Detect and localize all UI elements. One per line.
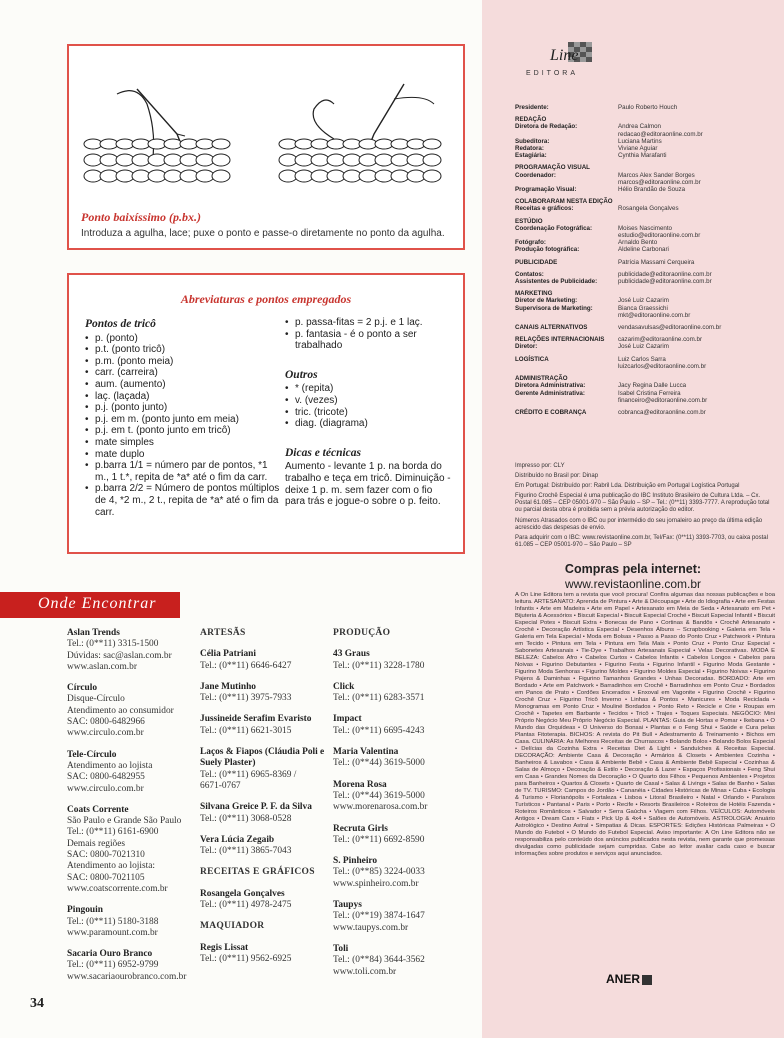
print-info-paragraph: Em Portugal: Distribuído por: Rabril Lda. Distribuição em Portugal Logística Portugal: [515, 483, 740, 490]
store-entry: [333, 747, 463, 770]
staff-role: Gerente Administrativa:: [515, 389, 585, 397]
staff-role: Produção fotográfica:: [515, 246, 580, 254]
trico-item: • mate duplo: [85, 449, 281, 461]
store-detail: Tel.: (0**11) 4978-2475: [200, 900, 292, 911]
staff-value[interactable]: financeiro@editoraonline.com.br: [618, 396, 708, 404]
staff-value: Jacy Regina Dalle Lucca: [618, 382, 687, 390]
store-detail: Tel.: (0**19) 3874-1647: [333, 911, 425, 922]
store-entry: [67, 750, 192, 795]
store-entry: [333, 856, 463, 890]
store-detail[interactable]: www.toli.com.br: [333, 966, 397, 977]
store-detail: Demais regiões: [67, 838, 126, 849]
trico-item: • p.j. em t. (ponto junto em tricô): [85, 425, 281, 437]
trico-item: • p. (ponto): [85, 333, 281, 345]
staff-value[interactable]: marcos@editoraonline.com.br: [618, 178, 701, 186]
compras-section: [482, 562, 784, 591]
staff-row: [515, 104, 775, 111]
store-name: Impact: [333, 714, 362, 725]
staff-role: Diretora Administrativa:: [515, 382, 586, 390]
staff-role: Presidente:: [515, 104, 549, 111]
staff-list: [515, 104, 775, 421]
staff-group: [515, 290, 775, 319]
store-name: Toli: [333, 943, 349, 954]
store-detail: Tel.: (0**11) 6161-6900: [67, 827, 159, 838]
staff-row: [515, 278, 775, 285]
staff-role: Diretora de Redação:: [515, 123, 578, 131]
staff-row: [515, 343, 775, 350]
trico-item: • aum. (aumento): [85, 379, 281, 391]
staff-value: [618, 198, 775, 205]
abbreviations-box: [67, 273, 465, 554]
outros-item: • * (repita): [285, 383, 461, 395]
store-name: S. Pinheiro: [333, 856, 378, 867]
staff-value: Isabel Cristina Ferreira: [618, 389, 681, 397]
store-detail[interactable]: www.taupys.com.br: [333, 922, 409, 933]
store-name: Rosangela Gonçalves: [200, 888, 285, 899]
store-detail[interactable]: www.sacariaourobranco.com.br: [67, 971, 187, 982]
store-entry: [200, 835, 325, 858]
staff-value[interactable]: mkt@editoraonline.com.br: [618, 311, 691, 319]
stitch-title: Ponto baixíssimo (p.bx.): [81, 210, 202, 224]
trico-item: • p.barra 1/1 = número par de pontos, *1 m., 1 t.*, repita de *a* até o fim da carr.: [85, 460, 281, 483]
store-detail: 6671-0767: [200, 780, 241, 791]
staff-role: MARKETING: [515, 290, 553, 298]
logo-mark-icon: [548, 40, 594, 70]
print-info-paragraph: Figurino Crochê Especial é uma publicação do IBC Instituto Brasileiro de Cultura Ltda. – Cx. Postal 61.085 – CEP 05001-970 – São Paulo – SP – Tel.: (0**11) 3393-7777. A reprodução total ou parcial desta obra é proibida sem a prévia autorização do editor.: [515, 493, 770, 514]
outros-list: [285, 383, 461, 429]
staff-row: [515, 271, 775, 278]
staff-value: Aldeline Carbonari: [618, 246, 669, 254]
section-heading: ARTESÃS: [200, 628, 246, 638]
store-detail: Tel.: (0**11) 3315-1500: [67, 639, 159, 650]
compras-url[interactable]: www.revistaonline.com.br: [564, 577, 702, 591]
staff-row: [515, 145, 775, 152]
staff-value: Rosangela Gonçalves: [618, 205, 679, 213]
print-info-paragraph: Distribuído no Brasil por: Dinap: [515, 473, 599, 480]
store-name: Taupys: [333, 900, 362, 911]
staff-row: [515, 179, 775, 186]
store-name: Morena Rosa: [333, 779, 387, 790]
page-number: 34: [30, 996, 44, 1011]
staff-role: CANAIS ALTERNATIVOS: [515, 324, 588, 332]
staff-row: [515, 305, 775, 312]
store-entry: [67, 949, 192, 983]
staff-value: José Luiz Cazarim: [618, 343, 669, 351]
store-name: Maria Valentina: [333, 747, 399, 758]
staff-role: Contatos:: [515, 270, 544, 278]
store-name: Vera Lúcia Zegaib: [200, 834, 275, 845]
staff-role: COLABORARAM NESTA EDIÇÃO: [515, 198, 613, 206]
store-detail: Disque-Círculo: [67, 694, 125, 705]
staff-row: [515, 218, 775, 225]
staff-row: [515, 205, 775, 212]
staff-role: Coordenador:: [515, 171, 556, 179]
staff-value: [618, 290, 775, 297]
store-entry: [333, 780, 463, 814]
staff-value: Hélio Brandão de Souza: [618, 186, 686, 194]
store-detail: Tel.: (0**11) 6621-3015: [200, 725, 292, 736]
crochet-needle-illustration-left: [77, 64, 247, 204]
staff-row: [515, 225, 775, 232]
store-entry: [333, 714, 463, 737]
staff-row: [515, 239, 775, 246]
online-editora-logo: [522, 40, 612, 80]
staff-value[interactable]: luizcarlos@editoraonline.com.br: [618, 362, 707, 370]
staff-value[interactable]: cazarim@editoraonline.com.br: [618, 336, 703, 344]
staff-value: José Luiz Cazarim: [618, 297, 669, 305]
staff-group: [515, 116, 775, 159]
staff-role: Subeditora:: [515, 137, 550, 145]
store-name: 43 Graus: [333, 649, 370, 660]
staff-row: [515, 390, 775, 397]
store-detail: Tel.: (0**85) 3224-0033: [333, 867, 425, 878]
staff-row: [515, 363, 775, 370]
store-entry: [200, 802, 325, 825]
store-entry: [200, 682, 325, 705]
staff-value: [618, 375, 775, 382]
section-heading: MAQUIADOR: [200, 921, 265, 932]
compras-title: Compras pela internet:: [564, 562, 702, 576]
staff-role: PROGRAMAÇÃO VISUAL: [515, 164, 590, 172]
store-detail: Tel.: (0**11) 6695-4243: [333, 725, 425, 736]
tips-text: Aumento - levante 1 p. na borda do trabalho e teça em tricô. Diminuição - deixe 1 p. m. sem fazer com o fio para trás e jogue-o sobre o p. feito.: [285, 461, 451, 508]
staff-row: [515, 131, 775, 138]
staff-group: [515, 271, 775, 285]
store-detail: Tel.: (0**84) 3644-3562: [333, 955, 425, 966]
store-entry: [200, 943, 325, 966]
store-entry: [200, 714, 325, 737]
print-info-paragraph: Para adquirir com o IBC: www.revistaonline.com.br, Tel/Fax: (0**11) 3393-7703, ou caixa postal 61.085 – CEP 05001-970 – São Paulo – SP: [515, 534, 768, 548]
colophon-panel: [482, 0, 784, 1038]
staff-row: [515, 324, 775, 331]
staff-role: [515, 312, 618, 319]
store-name: Click: [333, 681, 355, 692]
store-detail: SAC: 0800-7021310: [67, 850, 145, 861]
trico-item: • p.t. (ponto tricô): [85, 344, 281, 356]
staff-group: [515, 356, 775, 370]
store-detail: SAC: 0800-6482955: [67, 772, 145, 783]
staff-role: Fotógrafo:: [515, 239, 546, 247]
staff-row: [515, 336, 775, 343]
trico-item: • p.j. em m. (ponto junto em meia): [85, 414, 281, 426]
store-detail: Tel.: (0**11) 6692-8590: [333, 834, 425, 845]
staff-role: Coordenação Fotográfica:: [515, 224, 593, 232]
staff-row: [515, 290, 775, 297]
store-name: Célia Patriani: [200, 649, 256, 660]
staff-value: [618, 116, 775, 123]
staff-value: Luiz Carlos Sarra: [618, 355, 666, 363]
staff-row: [515, 375, 775, 382]
staff-row: [515, 186, 775, 193]
staff-role: PUBLICIDADE: [515, 258, 558, 266]
staff-role: LOGÍSTICA: [515, 355, 549, 363]
crochet-needle-illustration-right: [274, 64, 454, 204]
staff-group: [515, 164, 775, 193]
print-info: [515, 463, 775, 552]
staff-role: CRÉDITO E COBRANÇA: [515, 408, 587, 416]
staff-group: [515, 324, 775, 331]
store-entry: [67, 628, 192, 673]
store-entry: [333, 649, 463, 672]
staff-row: [515, 123, 775, 130]
staff-role: ADMINISTRAÇÃO: [515, 375, 568, 383]
store-entry: [333, 824, 463, 847]
staff-role: Redatora:: [515, 145, 544, 153]
store-detail: SAC: 0800-6482966: [67, 717, 145, 728]
staff-group: [515, 104, 775, 111]
outros-item: • v. (vezes): [285, 395, 461, 407]
trico-item: • mate simples: [85, 437, 281, 449]
store-entry: [200, 649, 325, 672]
trico-item: • p.m. (ponto meia): [85, 356, 281, 368]
trico-item: • p.j. (ponto junto): [85, 402, 281, 414]
staff-group: [515, 259, 775, 266]
staff-role: Assistentes de Publicidade:: [515, 278, 598, 286]
store-name: Coats Corrente: [67, 804, 129, 815]
store-detail: São Paulo e Grande São Paulo: [67, 816, 182, 827]
store-name: Pingouin: [67, 905, 103, 916]
store-name: Recruta Girls: [333, 823, 388, 834]
stores-column-1: [67, 628, 192, 993]
store-detail[interactable]: www.spinheiro.com.br: [333, 878, 419, 889]
trico-item: • p.barra 2/2 = Número de pontos múltiplos de 4, *2 m., 2 t., repita de *a* até o fim da carr.: [85, 483, 281, 518]
staff-value: Patrícia Massami Cerqueira: [618, 258, 695, 266]
store-detail: Tel.: (0**11) 3975-7933: [200, 693, 292, 704]
store-name: Regis Lissat: [200, 942, 249, 953]
store-name: Sacaria Ouro Branco: [67, 949, 153, 960]
staff-row: [515, 138, 775, 145]
onde-encontrar-label: Onde Encontrar: [38, 595, 157, 612]
store-detail: Atendimento ao consumidor: [67, 705, 174, 716]
section-heading: RECEITAS E GRÁFICOS: [200, 867, 315, 878]
store-detail[interactable]: www.paramount.com.br: [67, 927, 158, 938]
store-detail[interactable]: www.circulo.com.br: [67, 728, 144, 739]
store-detail: SAC: 0800-7021105: [67, 872, 145, 883]
store-name: Jane Mutinho: [200, 681, 256, 692]
staff-row: [515, 356, 775, 363]
staff-role: [515, 179, 618, 186]
store-detail: Dúvidas: sac@aslan.com.br: [67, 650, 172, 661]
tips-heading: Dicas e técnicas: [285, 446, 362, 459]
extra-item: • p. fantasia - é o ponto a ser trabalhado: [285, 329, 461, 352]
staff-value[interactable]: estudio@editoraonline.com.br: [618, 232, 701, 240]
store-detail[interactable]: www.coatscorrente.com.br: [67, 883, 168, 894]
staff-row: [515, 382, 775, 389]
staff-role: [515, 363, 618, 370]
store-detail: Atendimento ao lojista:: [67, 861, 156, 872]
staff-row: [515, 152, 775, 159]
trico-list: [85, 333, 281, 519]
staff-group: [515, 409, 775, 416]
staff-role: [515, 131, 618, 138]
extra-item: • p. passa-fitas = 2 p.j. e 1 laç.: [285, 317, 461, 329]
staff-value: Marcos Alex Sander Borges: [618, 171, 695, 179]
logo-text: Line: [550, 47, 579, 64]
store-detail: Tel.: (0**11) 9562-6925: [200, 953, 292, 964]
trico-item: • carr. (carreira): [85, 367, 281, 379]
logo-subtitle: EDITORA: [526, 70, 578, 77]
abbreviations-title: Abreviaturas e pontos empregados: [180, 292, 352, 306]
staff-value: Andrea Calmon: [618, 123, 661, 131]
stores-column-2: [200, 628, 325, 975]
staff-group: [515, 198, 775, 212]
staff-value: Luciana Martins: [618, 137, 662, 145]
staff-role: [515, 397, 618, 404]
staff-row: [515, 116, 775, 123]
onde-encontrar-banner: [0, 592, 180, 618]
staff-value: [618, 164, 775, 171]
staff-value: Paulo Roberto Houch: [618, 104, 678, 111]
store-detail: Tel.: (0**11) 6646-6427: [200, 660, 292, 671]
staff-value[interactable]: redacao@editoraonline.com.br: [618, 130, 703, 138]
staff-value: [618, 218, 775, 225]
stitch-instructions: Introduza a agulha, lace; puxe o ponto e passe-o diretamente no ponto da agulha.: [81, 228, 445, 239]
staff-row: [515, 164, 775, 171]
store-detail[interactable]: www.aslan.com.br: [67, 661, 137, 672]
staff-role: Supervisora de Marketing:: [515, 304, 593, 312]
store-detail[interactable]: www.circulo.com.br: [67, 783, 144, 794]
store-detail: Tel.: (0**11) 6283-3571: [333, 693, 425, 704]
staff-role: Receitas e gráficos:: [515, 205, 574, 213]
store-detail[interactable]: www.morenarosa.com.br: [333, 802, 428, 813]
staff-value[interactable]: vendasavulsas@editoraonline.com.br: [618, 324, 722, 332]
staff-group: [515, 375, 775, 404]
staff-role: RELAÇÕES INTERNACIONAIS: [515, 336, 605, 344]
trico-item: • laç. (laçada): [85, 391, 281, 403]
staff-row: [515, 397, 775, 404]
outros-heading: Outros: [285, 368, 318, 381]
staff-row: [515, 409, 775, 416]
outros-item: • diag. (diagrama): [285, 418, 461, 430]
store-detail: Tel.: (0**44) 3619-5000: [333, 790, 425, 801]
store-entry: [67, 805, 192, 895]
store-name: Jussineide Serafim Evaristo: [200, 714, 312, 725]
staff-row: [515, 297, 775, 304]
store-entry: [333, 900, 463, 934]
staff-row: [515, 312, 775, 319]
print-info-paragraph: Impresso por: CLY: [515, 463, 565, 469]
trico-heading: Pontos de tricô: [85, 318, 156, 330]
staff-group: [515, 336, 775, 350]
store-detail: Tel.: (0**11) 5180-3188: [67, 916, 159, 927]
store-entry: [67, 905, 192, 939]
staff-value: Cynthia Marafanti: [618, 152, 667, 160]
store-detail: Tel.: (0**11) 3068-0528: [200, 813, 292, 824]
store-entry: [200, 889, 325, 912]
staff-value[interactable]: cobranca@editoraonline.com.br: [618, 408, 706, 416]
store-detail: Tel.: (0**11) 3865-7043: [200, 846, 292, 857]
staff-value: Bianca Graessichi: [618, 304, 668, 312]
staff-role: ESTÚDIO: [515, 217, 543, 225]
print-info-paragraph: Números Atrasados com o IBC ou por intermédio do seu jornaleiro ao preço da última edição acrescido das despesas de envio.: [515, 517, 763, 531]
staff-row: [515, 232, 775, 239]
store-detail: Tel.: (0**44) 3619-5000: [333, 758, 425, 769]
staff-row: [515, 172, 775, 179]
staff-role: Diretor:: [515, 343, 538, 351]
aner-logo: [606, 972, 652, 986]
staff-group: [515, 218, 775, 254]
section-heading: PRODUÇÃO: [333, 628, 391, 638]
extra-list: [285, 317, 461, 352]
staff-role: REDAÇÃO: [515, 116, 547, 124]
staff-role: [515, 232, 618, 239]
staff-value: Moises Nascimento: [618, 224, 672, 232]
trico-column: [85, 319, 281, 518]
store-name: Silvana Greice P. F. da Silva: [200, 802, 312, 813]
store-detail: Atendimento ao lojista: [67, 760, 153, 771]
staff-role: Diretor de Marketing:: [515, 297, 578, 305]
staff-row: [515, 198, 775, 205]
stitch-illustration-box: [67, 44, 465, 250]
staff-value[interactable]: publicidade@editoraonline.com.br: [618, 278, 712, 286]
staff-row: [515, 259, 775, 266]
staff-role: Estagiária:: [515, 152, 547, 160]
staff-role: Programação Visual:: [515, 186, 577, 194]
staff-value[interactable]: publicidade@editoraonline.com.br: [618, 270, 712, 278]
aner-mark-icon: [642, 975, 652, 985]
store-name: Círculo: [67, 683, 98, 694]
store-name: Laços & Fiapos (Cláudia Poli e Suely Plaster): [200, 747, 325, 769]
store-name: Tele-Círculo: [67, 749, 117, 760]
store-entry: [200, 747, 325, 792]
store-entry: [67, 683, 192, 739]
store-detail: Tel.: (0**11) 6965-8369 /: [200, 769, 297, 780]
store-entry: [333, 944, 463, 978]
store-detail: Tel.: (0**11) 6952-9799: [67, 960, 159, 971]
aner-text: ANER: [606, 972, 641, 986]
publications-directory: A On Line Editora tem a revista que você procura! Confira algumas das nossas publicações e boa leitura. ARTESANATO: Aprenda de Pintura • Arte & Découpage • Arte do Idiografia • Arte em Festas Infantis • Arte em Madeira • Arte em Papel • Artesanato em Meia de Seda • Artesanato em Pet • Bijuteria & Acessórios • Biscuit Especial • Biscuit Especial Croché • Biscuit Especial Infantil • Biscuit Especial Potes • Biscuit Extra • Bonecas de Pano • Cortinas & Bandôs • Crochê Artesanato • Crochê • Decoração Artística Especial • Desenhos Álbuns – Scrapbooking • Galeria em Tela • Galeria em Tela Especial • Moda em Bolsas • Passo a Passo do Ponto Cruz • Patchwork • Pintura em Tecido • Pintura em Tela • Pintura em Tela Mais • Ponto Cruz • Ponto Cruz Especial • Sabonetes Artesanais • Tie-Dye • Trabalhos Artesanais Especial • Velas Decorativas. MODA E BELEZA: Cabelos Afro • Cabelos Curtos • Cabelos Infantis • Cabelos Longos • Cabelos para Noivas • Figurino Debutantes • Figurino Festa • Figurino Infantil • Figurino Moda Gestante • Figurino Moda Senhoras • Figurino Moldes • Figurino Moldes Especial • Figurino Noivas • Figurino Pajens & Daminhas • Figurino Tamanhos Grandes • Unhas Decoradas. BORDADO: Arte em Bordado • Arte em Patchwork • Barradinhos em Crochê • Barradinhos em Ponto Cruz • Bordados em Panos de Prato • Cordões Encerados • Enxoval em Vagonite • Figurino Crochê • Figurino Crochê Cruz • Figurino Tricô Inverno • Linhas & Pontos • Manicures • Moda Reciclada • Monogramas em Ponto Cruz • Mouliné Bordados • Ponto Reto • Recicle e Crie • Roupas em Crochê • Tapetes em Barbante • Tecidos • Tricô • Trajes • Toques Especiais. NEGÓCIO: Mini Próprio Negócio Meu Próprio Negócio Especial. PLANTAS: Guia de Hortas e Pomar • Ikebana • O Mundo das Orquídeas • O Universo do Bonsai • Plantas e o Feng Shui • Saúde e Cura pelas Plantas Fitoterapia. BICHOS: A revista do Pit Bull • Adestramento & Treinamento • Bichos em Casa. CULINÁRIA: As Melhores Receitas de Churrascos • Bolando Bolos • Bolando Bolos Especial • Delícias da Cozinha Extra • Receitas Diet & Light • Sanduíches & Receitas Especial. DECORAÇÃO: Ambiente Casa & Decoração • Armários & Closets • Ambientes Cozinha • Banheiros & Lavabos • Casa & Ambiente Bebê • Casa & Ambiente Bebê Especial • Cozinhas & Salas de Almoço • Decoração & Estilo • Decoração & Lazer • Espaços Profissionais • Feng Shui em Casa • Grandes Nomes da Decoração • O Quarto dos Filhos • Pequenos Ambientes • Projetos para Banheiros • Quartos & Closets • Quarto de Casal • Salas & Livings • Salas de Banho • Salas de TV. TURISMO: Campos do Jordão • Cananéia • Cidades Históricas de Minas • Cuba • Ecologia & Turismo • Florianópolis • Fortaleza • Lisboa • Litoral Brasileiro • Natal • Orlando • Paraísos Turísticos • Pantanal • Paris • Porto • Recife • Resorts Brasileiros • Roteiros de Hotéis Fazenda • Roteiros Românticos • Salvador • Serra Gaúcha • Viagem com Filhos. VEÍCULOS: Automóveis Antigos • Dream Cars • Fiats • Pick Up & 4x4 • Salões de Automóveis. ASTROLOGIA: Anuário Astrológico • Destino Astral • Simpatias & Dicas. ESPORTES: Edições Históricas Palmeiras • O Mundo do Futebol • O Mundo do Futebol Especial. Aviso importante: A On Line Editora não se responsabiliza pelo conteúdo dos anúncios publicados nesta revista, nem garante que promessas divulgadas como publicidade sejam cumpridas. Cabe ao leitor avaliar cada caso e buscar informações sobre produtos e serviços aqui anunciados.: [515, 592, 775, 857]
store-detail: Tel.: (0**11) 3228-1780: [333, 660, 425, 671]
store-entry: [333, 682, 463, 705]
staff-value: Arnaldo Bento: [618, 239, 658, 247]
staff-value: Viviane Aguiar: [618, 145, 658, 153]
stores-column-3: [333, 628, 463, 988]
store-name: Aslan Trends: [67, 628, 120, 638]
outros-item: • tric. (tricote): [285, 407, 461, 419]
others-column: [285, 317, 461, 508]
staff-row: [515, 246, 775, 253]
